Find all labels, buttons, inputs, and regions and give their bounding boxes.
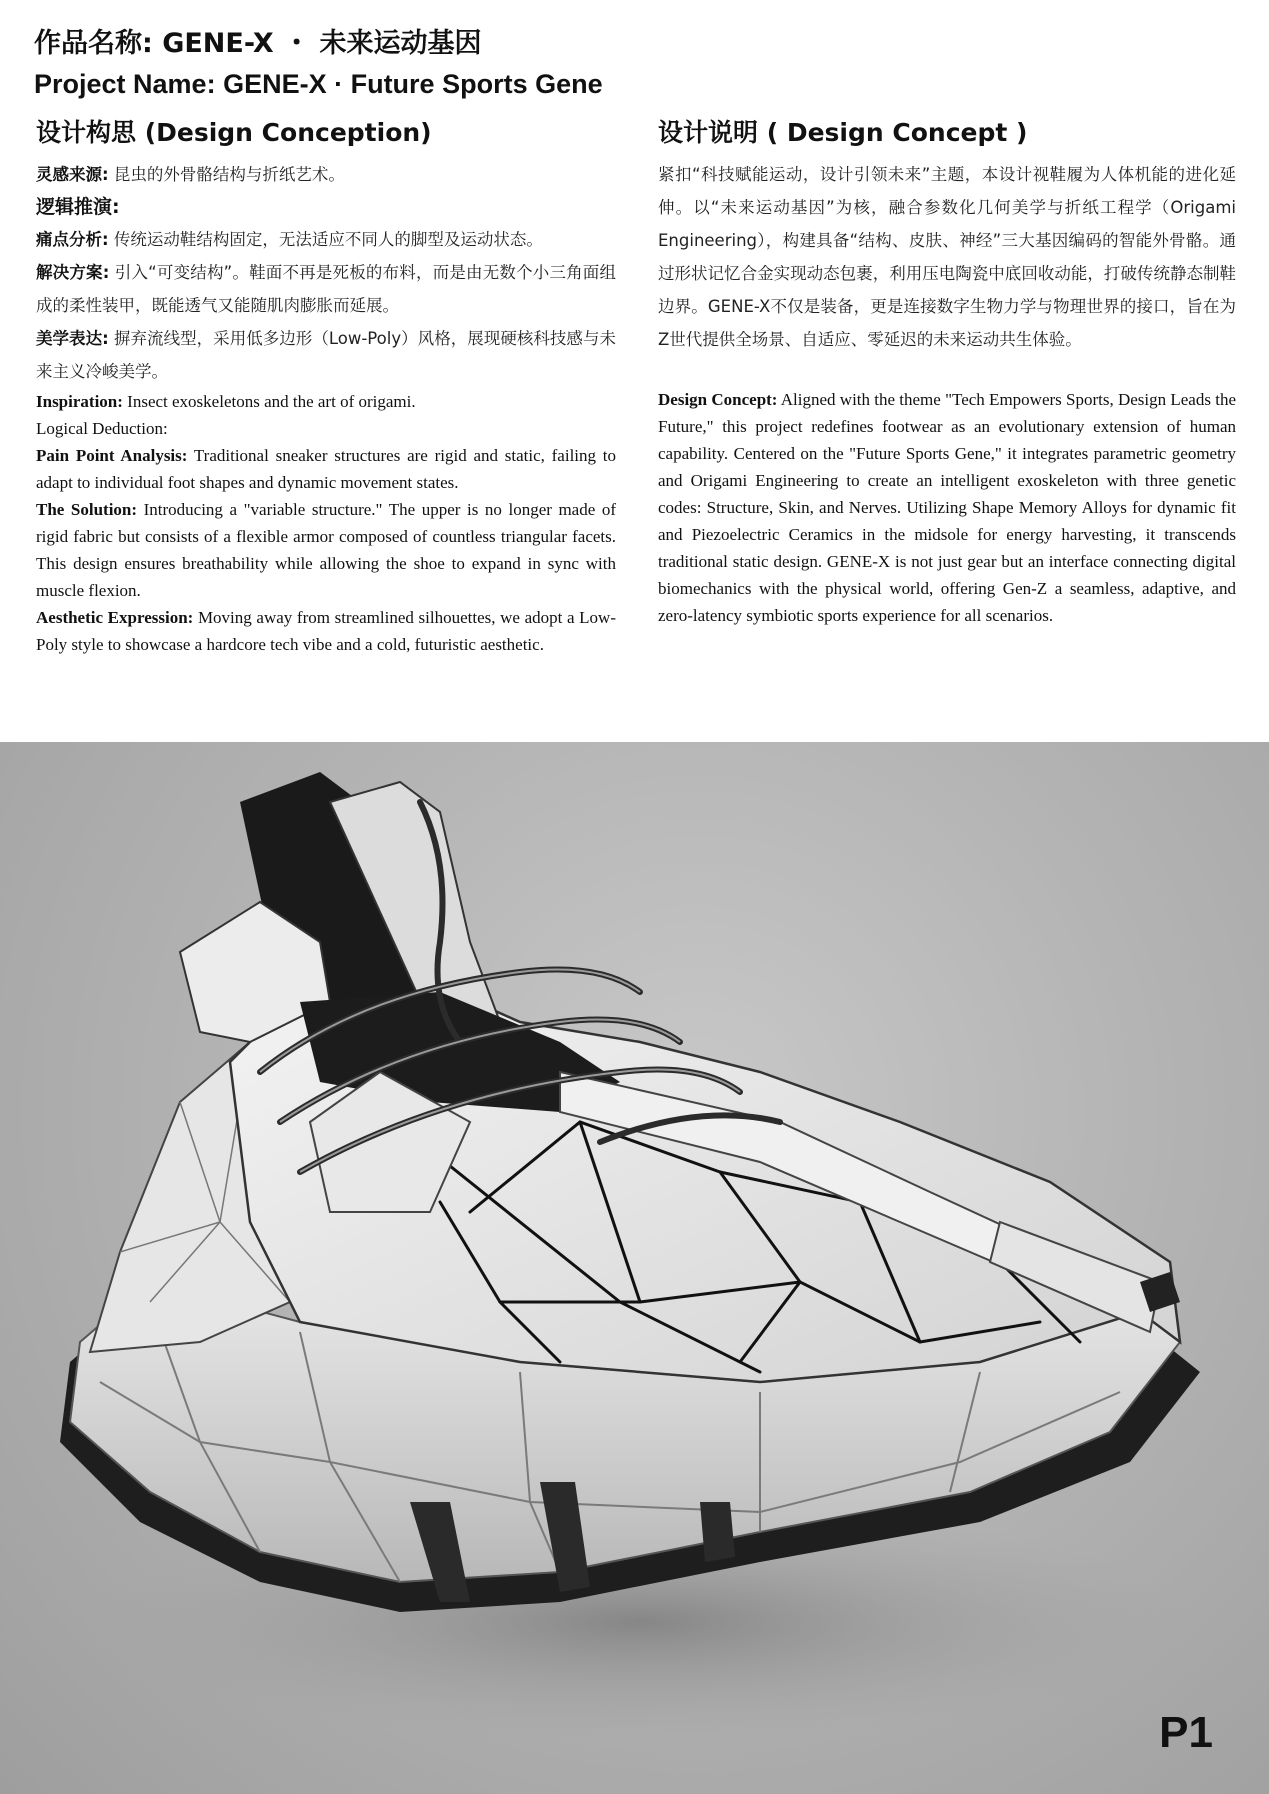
solution-cn (36, 256, 616, 322)
inspiration-en (36, 388, 616, 415)
design-conception-column (36, 116, 616, 658)
page-header (34, 26, 1234, 102)
aesthetic-text: 摒弃流线型，采用低多边形（Low-Poly）风格，展现硬核科技感与未来主义冷峻美学。 (36, 329, 616, 381)
design-concept-column (658, 116, 1236, 629)
design-concept-title: 设计说明 ( Design Concept ) (658, 118, 1028, 147)
project-title-en: Project Name: GENE-X · Future Sports Gene (34, 69, 603, 99)
en-aesthetic-text: Moving away from streamlined silhouettes, we adopt a Low-Poly style to showcase a hardcore tech vibe and a cold, futuristic aesthetic. (36, 608, 616, 654)
solution-label: 解决方案: (36, 263, 110, 282)
en-inspiration-text: Insect exoskeletons and the art of origami. (122, 392, 416, 411)
aesthetic-en (36, 604, 616, 658)
en-concept-text: Aligned with the theme "Tech Empowers Sports, Design Leads the Future," this project redefines footwear as an evolutionary extension of human capability. Centered on the "Future Sports Gene," it integrates parametric geometry and Origami Engineering to create an intelligent exoskeleton with three genetic codes: Structure, Skin, and Nerves. Utilizing Shape Memory Alloys for dynamic fit and Piezoelectric Ceramics in the midsole for energy harvesting, it transcends traditional static design. GENE-X is not just gear but an interface connecting digital biomechanics with the physical world, offering Gen-Z a seamless, adaptive, and zero-latency symbiotic sports experience for all scenarios. (658, 390, 1236, 625)
en-solution-label: The Solution: (36, 500, 138, 519)
logic-en: Logical Deduction: (36, 419, 168, 438)
en-pain-label: Pain Point Analysis: (36, 446, 188, 465)
design-conception-title: 设计构思 (Design Conception) (36, 118, 432, 147)
en-aesthetic-label: Aesthetic Expression: (36, 608, 194, 627)
en-solution-text: Introducing a "variable structure." The upper is no longer made of rigid fabric but consists of a flexible armor composed of countless triangular facets. This design ensures breathability while allowing the shoe to expand in sync with muscle flexion. (36, 500, 616, 600)
design-concept-cn: 紧扣“科技赋能运动，设计引领未来”主题，本设计视鞋履为人体机能的进化延伸。以“未来运动基因”为核，融合参数化几何美学与折纸工程学（Origami Engineering），构建具备“结构、皮肤、神经”三大基因编码的智能外骨骼。通过形状记忆合金实现动态包裹，利用压电陶瓷中底回收动能，打破传统静态制鞋边界。GENE-X不仅是装备，更是连接数字生物力学与物理世界的接口，旨在为Z世代提供全场景、自适应、零延迟的未来运动共生体验。 (658, 165, 1236, 349)
spacer (658, 356, 1236, 386)
en-concept-label: Design Concept: (658, 390, 778, 409)
inspiration-cn (36, 158, 616, 191)
solution-text: 引入“可变结构”。鞋面不再是死板的布料，而是由无数个小三角面组成的柔性装甲，既能透气又能随肌肉膨胀而延展。 (36, 263, 616, 315)
pain-point-cn (36, 223, 616, 256)
project-title-cn: 作品名称: GENE-X ・ 未来运动基因 (34, 28, 482, 59)
logic-heading: 逻辑推演: (36, 196, 120, 218)
design-concept-en (658, 386, 1236, 629)
page-number: P1 (1159, 1708, 1213, 1757)
en-pain-text: Traditional sneaker structures are rigid and static, failing to adapt to individual foot shapes and dynamic movement states. (36, 446, 616, 492)
aesthetic-cn (36, 322, 616, 388)
pain-text: 传统运动鞋结构固定，无法适应不同人的脚型及运动状态。 (108, 230, 543, 249)
pain-point-en (36, 442, 616, 496)
en-inspiration-label: Inspiration: (36, 392, 123, 411)
solution-en (36, 496, 616, 604)
inspiration-label: 灵感来源: (36, 165, 109, 184)
shoe-illustration (0, 742, 1269, 1794)
pain-label: 痛点分析: (36, 230, 109, 249)
aesthetic-label: 美学表达: (36, 329, 109, 348)
shoe-render-image (0, 742, 1269, 1794)
inspiration-text: 昆虫的外骨骼结构与折纸艺术。 (108, 165, 345, 184)
